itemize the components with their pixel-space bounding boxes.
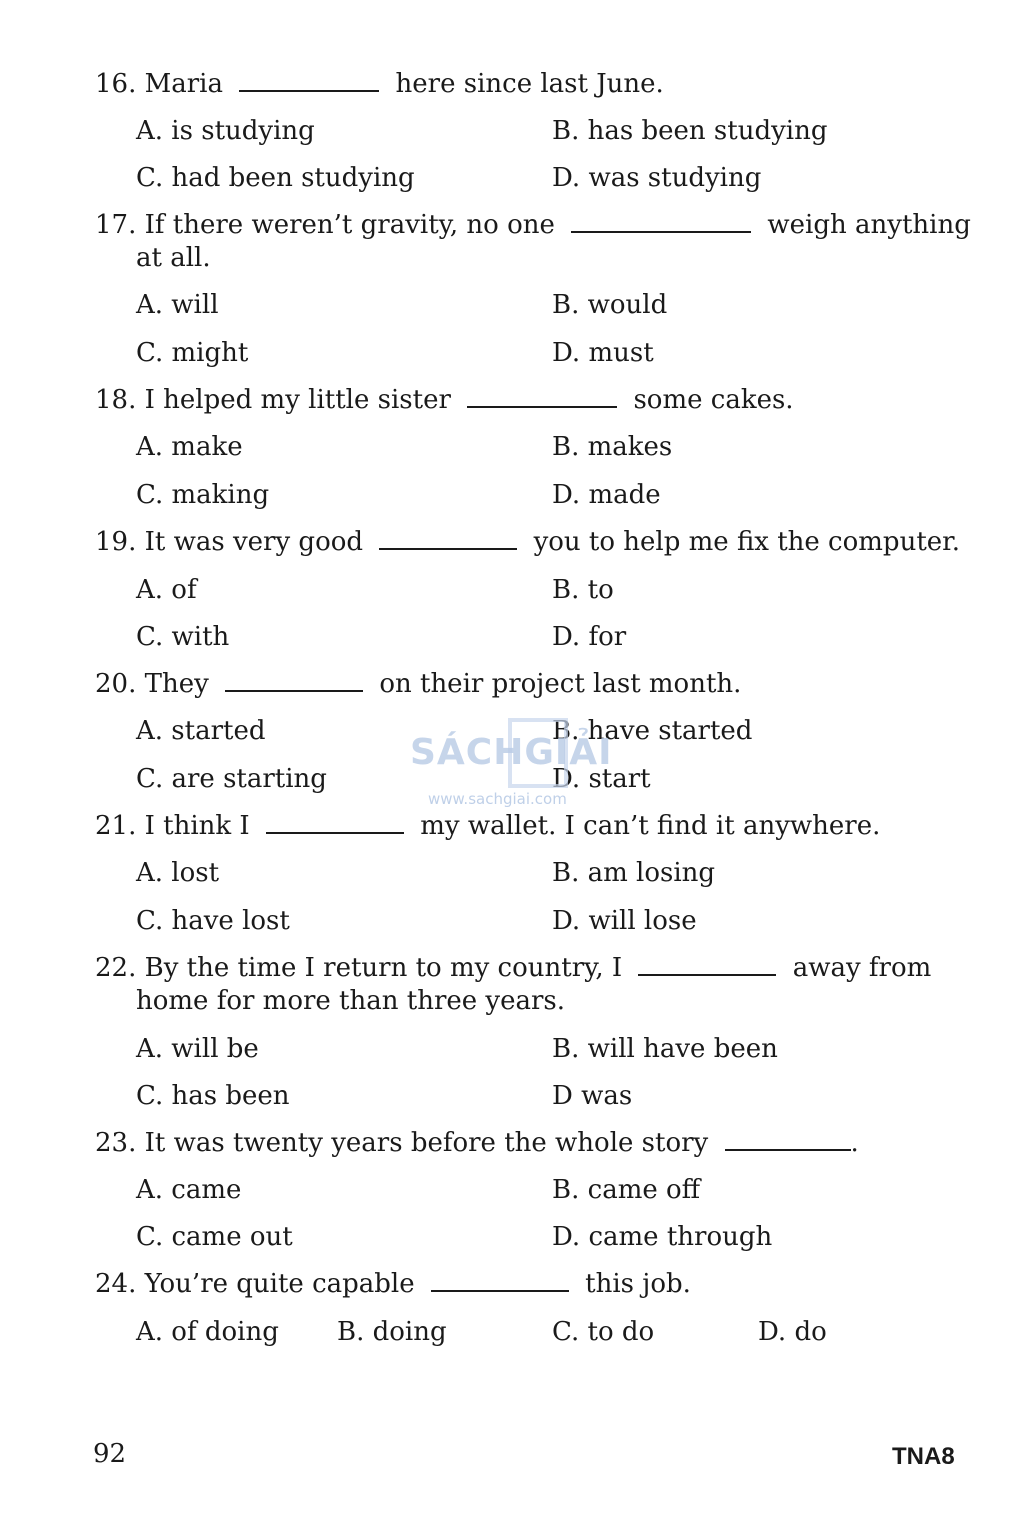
option-d[interactable]: D was	[552, 1081, 633, 1111]
option-c[interactable]: C. had been studying	[136, 163, 415, 193]
question-16	[95, 68, 955, 101]
question-number: 20.	[95, 669, 137, 699]
answer-blank[interactable]	[431, 1268, 569, 1292]
option-c[interactable]: C. have lost	[136, 906, 290, 936]
question-text-before: If there weren’t gravity, no one	[144, 210, 555, 240]
question-20	[95, 668, 955, 701]
option-d[interactable]: D. will lose	[552, 906, 697, 936]
answer-blank[interactable]	[638, 952, 776, 976]
option-d[interactable]: D. for	[552, 622, 627, 652]
question-continuation: home for more than three years.	[136, 986, 566, 1016]
option-a[interactable]: A. of	[136, 575, 197, 605]
question-18	[95, 384, 955, 417]
option-d[interactable]: D. start	[552, 764, 651, 794]
option-a[interactable]: A. lost	[136, 858, 220, 888]
option-c[interactable]: C. making	[136, 480, 270, 510]
question-text-before: By the time I return to my country, I	[144, 953, 623, 983]
option-d[interactable]: D. was studying	[552, 163, 762, 193]
question-text-before: Maria	[144, 69, 223, 99]
question-text-after: .	[850, 1128, 859, 1158]
answer-blank[interactable]	[225, 668, 363, 692]
question-text-after: here since last June.	[395, 69, 664, 99]
question-text-before: I helped my little sister	[144, 385, 451, 415]
page-number: 92	[93, 1439, 127, 1469]
option-c[interactable]: C. might	[136, 338, 249, 368]
answer-blank[interactable]	[239, 68, 379, 92]
answer-blank[interactable]	[467, 384, 617, 408]
option-a[interactable]: A. came	[136, 1175, 242, 1205]
option-d[interactable]: D. came through	[552, 1222, 773, 1252]
question-text-after: on their project last month.	[379, 669, 742, 699]
option-b[interactable]: B. makes	[552, 432, 673, 462]
question-number: 16.	[95, 69, 137, 99]
option-b[interactable]: B. am losing	[552, 858, 716, 888]
option-d[interactable]: D. made	[552, 480, 661, 510]
option-c[interactable]: C. came out	[136, 1222, 293, 1252]
question-number: 19.	[95, 527, 137, 557]
option-a[interactable]: A. will be	[136, 1034, 259, 1064]
option-d[interactable]: D. do	[758, 1317, 827, 1347]
question-text-before: I think I	[144, 811, 250, 841]
option-b[interactable]: B. doing	[337, 1317, 447, 1347]
question-number: 18.	[95, 385, 137, 415]
question-continuation: at all.	[136, 243, 211, 273]
option-a[interactable]: A. started	[136, 716, 266, 746]
question-23	[95, 1127, 955, 1160]
answer-blank[interactable]	[571, 209, 751, 233]
question-text-after: away from	[792, 953, 932, 983]
question-text-before: They	[144, 669, 209, 699]
question-text-after: you to help me fix the computer.	[533, 527, 960, 557]
option-a[interactable]: A. is studying	[136, 116, 315, 146]
option-a[interactable]: A. of doing	[136, 1317, 279, 1347]
watermark-url: www.sachgiai.com	[428, 790, 567, 808]
option-a[interactable]: A. will	[136, 290, 219, 320]
book-code: TNA8	[892, 1443, 955, 1470]
question-text-after: my wallet. I can’t find it anywhere.	[420, 811, 881, 841]
option-c[interactable]: C. are starting	[136, 764, 327, 794]
option-a[interactable]: A. make	[136, 432, 243, 462]
option-c[interactable]: C. has been	[136, 1081, 290, 1111]
answer-blank[interactable]	[266, 810, 404, 834]
option-b[interactable]: B. came off	[552, 1175, 701, 1205]
question-text-before: It was twenty years before the whole story	[144, 1128, 709, 1158]
option-d[interactable]: D. must	[552, 338, 654, 368]
question-text-before: You’re quite capable	[144, 1269, 415, 1299]
option-b[interactable]: B. have started	[552, 716, 753, 746]
question-17	[95, 209, 971, 242]
question-21	[95, 810, 955, 843]
option-b[interactable]: B. to	[552, 575, 614, 605]
option-b[interactable]: B. would	[552, 290, 668, 320]
question-24	[95, 1268, 955, 1301]
question-text-after: some cakes.	[633, 385, 794, 415]
answer-blank[interactable]	[725, 1127, 851, 1151]
question-number: 22.	[95, 953, 137, 983]
option-c[interactable]: C. with	[136, 622, 230, 652]
question-19	[95, 526, 960, 559]
question-number: 23.	[95, 1128, 137, 1158]
question-number: 24.	[95, 1269, 137, 1299]
question-number: 21.	[95, 811, 137, 841]
question-text-before: It was very good	[144, 527, 364, 557]
question-text-after: this job.	[585, 1269, 691, 1299]
option-b[interactable]: B. will have been	[552, 1034, 778, 1064]
question-22	[95, 952, 955, 985]
watermark-logo: SÁCHGIẢI	[410, 732, 613, 773]
option-b[interactable]: B. has been studying	[552, 116, 828, 146]
option-c[interactable]: C. to do	[552, 1317, 655, 1347]
question-text-after: weigh anything	[767, 210, 971, 240]
answer-blank[interactable]	[379, 526, 517, 550]
question-number: 17.	[95, 210, 137, 240]
